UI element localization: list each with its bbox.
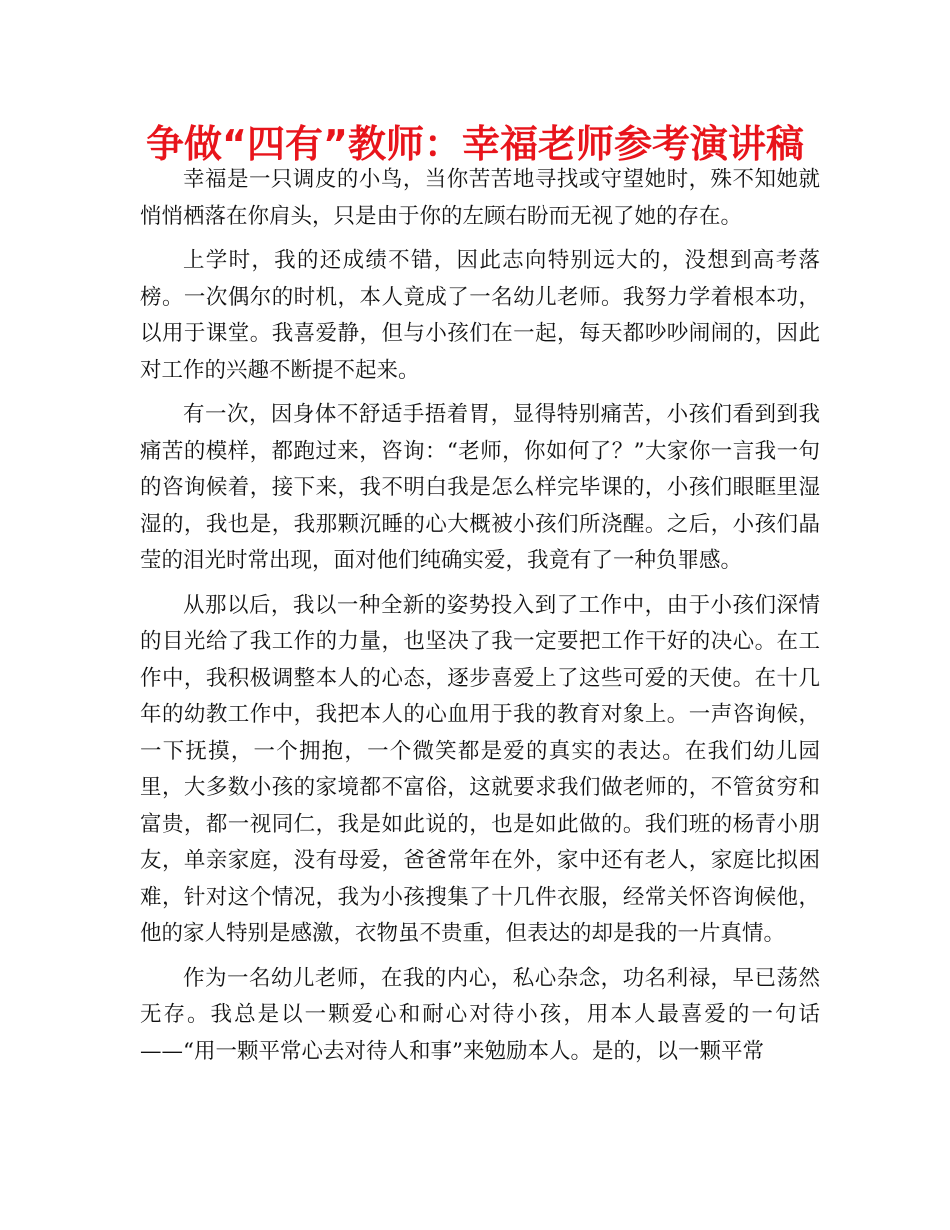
paragraph-2: 上学时，我的还成绩不错，因此志向特别远大的，没想到高考落榜。一次偶尔的时机，本人竟成了一名幼儿老师。我努力学着根本功，以用于课堂。我喜爱静，但与小孩们在一起，每天都吵吵闹闹的，因此对工作的兴趣不断提不起来。: [140, 248, 820, 383]
paragraph-4: 从那以后，我以一种全新的姿势投入到了工作中，由于小孩们深情的目光给了我工作的力量，也坚决了我一定要把工作干好的决心。在工作中，我积极调整本人的心态，逐步喜爱上了这些可爱的天使。在十几年的幼教工作中，我把本人的心血用于我的教育对象上。一声咨询候，一下抚摸，一个拥抱，一个微笑都是爱的真实的表达。在我们幼儿园里，大多数小孩的家境都不富俗，这就要求我们做老师的，不管贫穷和富贵，都一视同仁，我是如此说的，也是如此做的。我们班的杨青小朋友，单亲家庭，没有母爱，爸爸常年在外，家中还有老人，家庭比拟困难，针对这个情况，我为小孩搜集了十几件衣服，经常关怀咨询候他，他的家人特别是感激，衣物虽不贵重，但表达的却是我的一片真情。: [140, 592, 820, 946]
paragraph-1: 幸福是一只调皮的小鸟，当你苦苦地寻找或守望她时，殊不知她就悄悄栖落在你肩头，只是由于你的左顾右盼而无视了她的存在。: [140, 167, 820, 229]
page-title: 争做“四有”教师：幸福老师参考演讲稿: [146, 122, 804, 166]
paragraph-5: 作为一名幼儿老师，在我的内心，私心杂念，功名利禄，早已荡然无存。我总是以一颗爱心和耐心对待小孩，用本人最喜爱的一句话——“用一颗平常心去对待人和事”来勉励本人。是的，以一颗平常: [140, 965, 820, 1064]
document-body: [140, 162, 820, 1078]
paragraph-3: 有一次，因身体不舒适手捂着胃，显得特别痛苦，小孩们看到到我痛苦的模样，都跑过来，咨询：“老师，你如何了？”大家你一言我一句的咨询候着，接下来，我不明白我是怎么样完毕课的，小孩们眼眶里湿湿的，我也是，我那颗沉睡的心大概被小孩们所浇醒。之后，小孩们晶莹的泪光时常出现，面对他们纯确实爱，我竟有了一种负罪感。: [140, 402, 820, 573]
